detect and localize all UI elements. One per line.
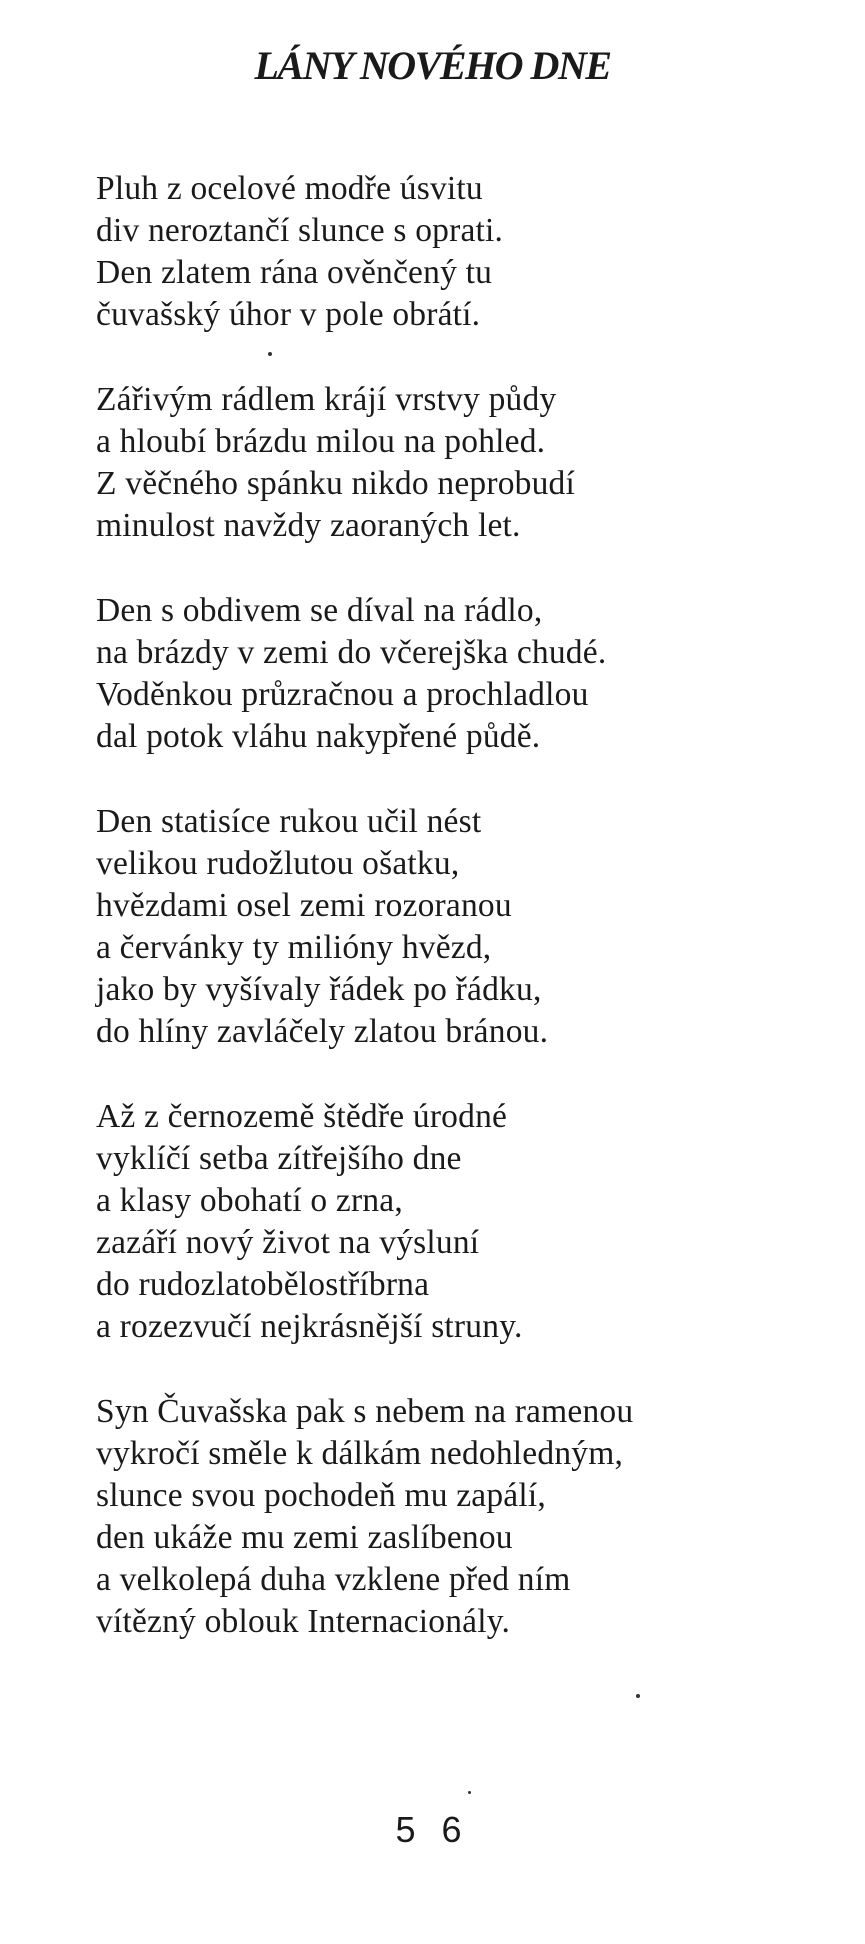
- scan-speck: [468, 1791, 471, 1794]
- poem-line: a hloubí brázdu milou na pohled.: [96, 423, 546, 460]
- poem-line: Až z černozemě štědře úrodné: [96, 1098, 508, 1135]
- scan-speck: [268, 352, 272, 356]
- poem-line: jako by vyšívaly řádek po řádku,: [96, 971, 542, 1008]
- poem-line: Syn Čuvašska pak s nebem na ramenou: [96, 1393, 634, 1430]
- scan-speck: [636, 1694, 640, 1698]
- poem-line: vyklíčí setba zítřejšího dne: [96, 1140, 462, 1177]
- poem-line: Pluh z ocelové modře úsvitu: [96, 170, 483, 207]
- poem-line: den ukáže mu zemi zaslíbenou: [96, 1519, 513, 1556]
- poem-line: Den zlatem rána ověnčený tu: [96, 254, 493, 291]
- poem-title: LÁNY NOVÉHO DNE: [254, 43, 611, 88]
- poem-line: minulost navždy zaoraných let.: [96, 507, 521, 544]
- stanza-3: [96, 590, 856, 758]
- poem-line: velikou rudožlutou ošatku,: [96, 845, 460, 882]
- stanza-4: [96, 801, 856, 1053]
- poem-line: a klasy obohatí o zrna,: [96, 1182, 403, 1219]
- poem-line: čuvašský úhor v pole obrátí.: [96, 296, 481, 333]
- stanza-1: [96, 168, 856, 336]
- poem-line: zazáří nový život na výsluní: [96, 1224, 480, 1261]
- poem-line: Z věčného spánku nikdo neprobudí: [96, 465, 576, 502]
- poem-line: Den statisíce rukou učil nést: [96, 803, 482, 840]
- poem-line: vítězný oblouk Internacionály.: [96, 1603, 511, 1640]
- poem-line: Voděnkou průzračnou a prochladlou: [96, 676, 589, 713]
- poem-line: na brázdy v zemi do včerejška chudé.: [96, 634, 607, 671]
- poem-body: [96, 168, 856, 1686]
- stanza-5: [96, 1096, 856, 1348]
- stanza-6: [96, 1391, 856, 1643]
- poem-line: do rudozlatobělostříbrna: [96, 1266, 430, 1303]
- poem-line: div neroztančí slunce s oprati.: [96, 212, 504, 249]
- poem-line: a červánky ty milióny hvězd,: [96, 929, 492, 966]
- poem-line: hvězdami osel zemi rozoranou: [96, 887, 512, 924]
- poem-line: vykročí směle k dálkám nedohledným,: [96, 1435, 624, 1472]
- poem-line: a rozezvučí nejkrásnější struny.: [96, 1308, 523, 1345]
- poem-line: do hlíny zavláčely zlatou bránou.: [96, 1013, 549, 1050]
- poem-line: dal potok vláhu nakypřené půdě.: [96, 718, 541, 755]
- poem-line: slunce svou pochodeň mu zapálí,: [96, 1477, 546, 1514]
- poem-line: a velkolepá duha vzklene před ním: [96, 1561, 571, 1598]
- stanza-2: [96, 379, 856, 547]
- poem-line: Den s obdivem se díval na rádlo,: [96, 592, 543, 629]
- page-number: 5 6: [395, 1809, 470, 1850]
- poem-line: Zářivým rádlem krájí vrstvy půdy: [96, 381, 557, 418]
